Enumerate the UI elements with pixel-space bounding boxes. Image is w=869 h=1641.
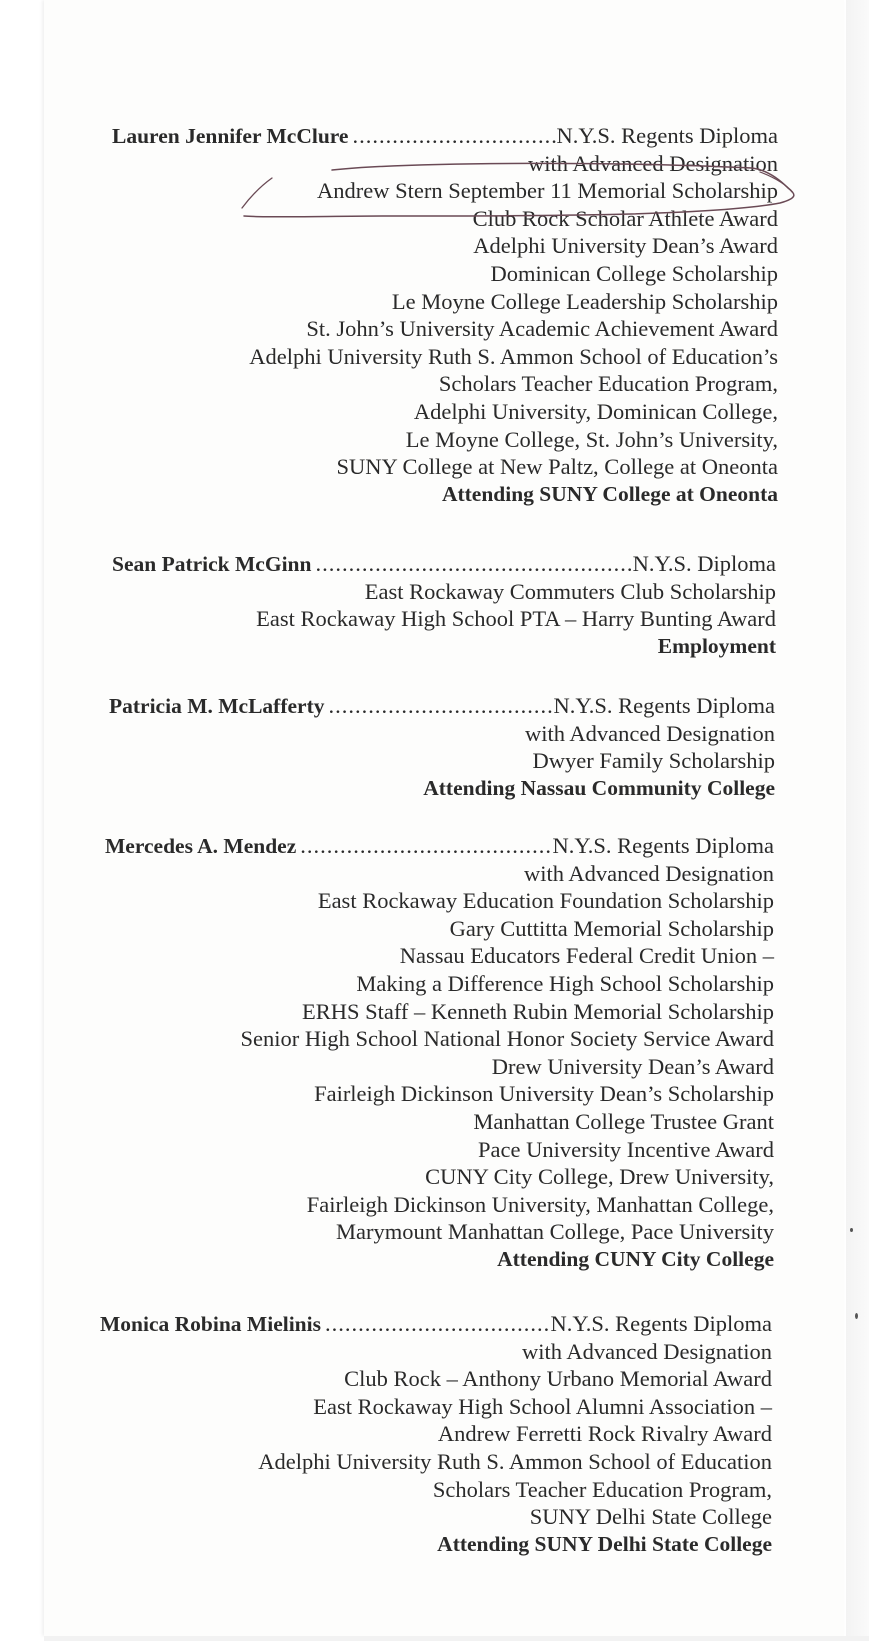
scan-left-margin (0, 0, 44, 1641)
scan-right-edge (846, 0, 869, 1641)
award-line: Drew University Dean’s Award (491, 1053, 774, 1079)
diploma-type: N.Y.S. Regents Diploma (552, 833, 774, 858)
award-line: ERHS Staff – Kenneth Rubin Memorial Scholarship (301, 998, 774, 1024)
award-line: CUNY City College, Drew University, (425, 1164, 774, 1190)
award-line: Adelphi University Dean’s Award (473, 233, 778, 259)
diploma-type: N.Y.S. Regents Diploma (553, 693, 775, 718)
award-line: Making a Difference High School Scholarship (356, 970, 774, 996)
award-line: Scholars Teacher Education Program, (432, 1476, 772, 1502)
award-line: Dominican College Scholarship (490, 260, 778, 286)
scan-bottom-edge (44, 1636, 869, 1641)
diploma-type: N.Y.S. Regents Diploma (550, 1311, 772, 1336)
graduate-name: Monica Robina Mielinis (100, 1312, 321, 1336)
dot-leader (325, 1310, 550, 1338)
award-line: St. John’s University Academic Achievement Award (306, 316, 778, 342)
graduate-entry (100, 1310, 772, 1558)
award-line: Gary Cuttitta Memorial Scholarship (449, 915, 774, 941)
award-line: East Rockaway Education Foundation Scholarship (317, 888, 774, 914)
graduate-entry (105, 832, 774, 1274)
dot-leader (300, 832, 551, 860)
award-line: Adelphi University, Dominican College, (413, 398, 778, 424)
award-line: Club Rock – Anthony Urbano Memorial Award (344, 1366, 772, 1392)
post-graduation-plan: Attending SUNY Delhi State College (437, 1531, 772, 1556)
name-line (112, 122, 778, 150)
award-line: Fairleigh Dickinson University, Manhattan College, (306, 1191, 774, 1217)
award-line: Nassau Educators Federal Credit Union – (399, 943, 774, 969)
award-line: SUNY Delhi State College (529, 1504, 772, 1530)
scan-speck (850, 1228, 853, 1232)
graduate-entry (112, 550, 776, 660)
award-line: with Advanced Designation (522, 1338, 772, 1364)
diploma-type: N.Y.S. Diploma (632, 551, 776, 576)
award-line: with Advanced Designation (524, 860, 774, 886)
award-line: Marymount Manhattan College, Pace University (335, 1219, 774, 1245)
graduate-name: Mercedes A. Mendez (105, 834, 297, 858)
award-line: Scholars Teacher Education Program, (438, 371, 778, 397)
award-line: Manhattan College Trustee Grant (473, 1108, 774, 1134)
name-line (112, 550, 776, 578)
graduate-name: Sean Patrick McGinn (112, 552, 312, 576)
award-line: Fairleigh Dickinson University Dean’s Scholarship (314, 1081, 774, 1107)
award-line: East Rockaway High School Alumni Association – (313, 1393, 772, 1419)
name-line (105, 832, 774, 860)
post-graduation-plan: Attending CUNY City College (497, 1246, 774, 1271)
name-line (100, 1310, 772, 1338)
award-line: with Advanced Designation (525, 720, 775, 746)
award-line: Pace University Incentive Award (478, 1136, 774, 1162)
dot-leader (328, 692, 552, 720)
post-graduation-plan: Attending Nassau Community College (423, 775, 775, 800)
award-line: Andrew Ferretti Rock Rivalry Award (437, 1421, 772, 1447)
scan-speck (855, 1313, 858, 1319)
graduate-name: Patricia M. McLafferty (109, 694, 325, 718)
graduate-entry (112, 122, 778, 508)
award-line: Senior High School National Honor Society Service Award (240, 1026, 774, 1052)
award-line: East Rockaway Commuters Club Scholarship (364, 578, 776, 604)
diploma-type: N.Y.S. Regents Diploma (556, 123, 778, 148)
award-line: Le Moyne College Leadership Scholarship (391, 288, 778, 314)
award-line: East Rockaway High School PTA – Harry Bunting Award (256, 606, 776, 632)
dot-leader (315, 550, 631, 578)
name-line (109, 692, 775, 720)
award-line: with Advanced Designation (528, 150, 778, 176)
award-line: Le Moyne College, St. John’s University, (405, 426, 778, 452)
award-line: Club Rock Scholar Athlete Award (472, 205, 778, 231)
post-graduation-plan: Employment (657, 633, 776, 658)
award-line: Adelphi University Ruth S. Ammon School of Education’s (249, 343, 778, 369)
award-line: Dwyer Family Scholarship (532, 748, 775, 774)
graduate-entry (109, 692, 775, 802)
award-line: SUNY College at New Paltz, College at Oneonta (336, 454, 778, 480)
post-graduation-plan: Attending SUNY College at Oneonta (441, 481, 778, 506)
dot-leader (352, 122, 555, 150)
award-line: Adelphi University Ruth S. Ammon School of Education (258, 1448, 772, 1474)
award-line: Andrew Stern September 11 Memorial Scholarship (317, 178, 778, 204)
graduate-name: Lauren Jennifer McClure (112, 124, 349, 148)
